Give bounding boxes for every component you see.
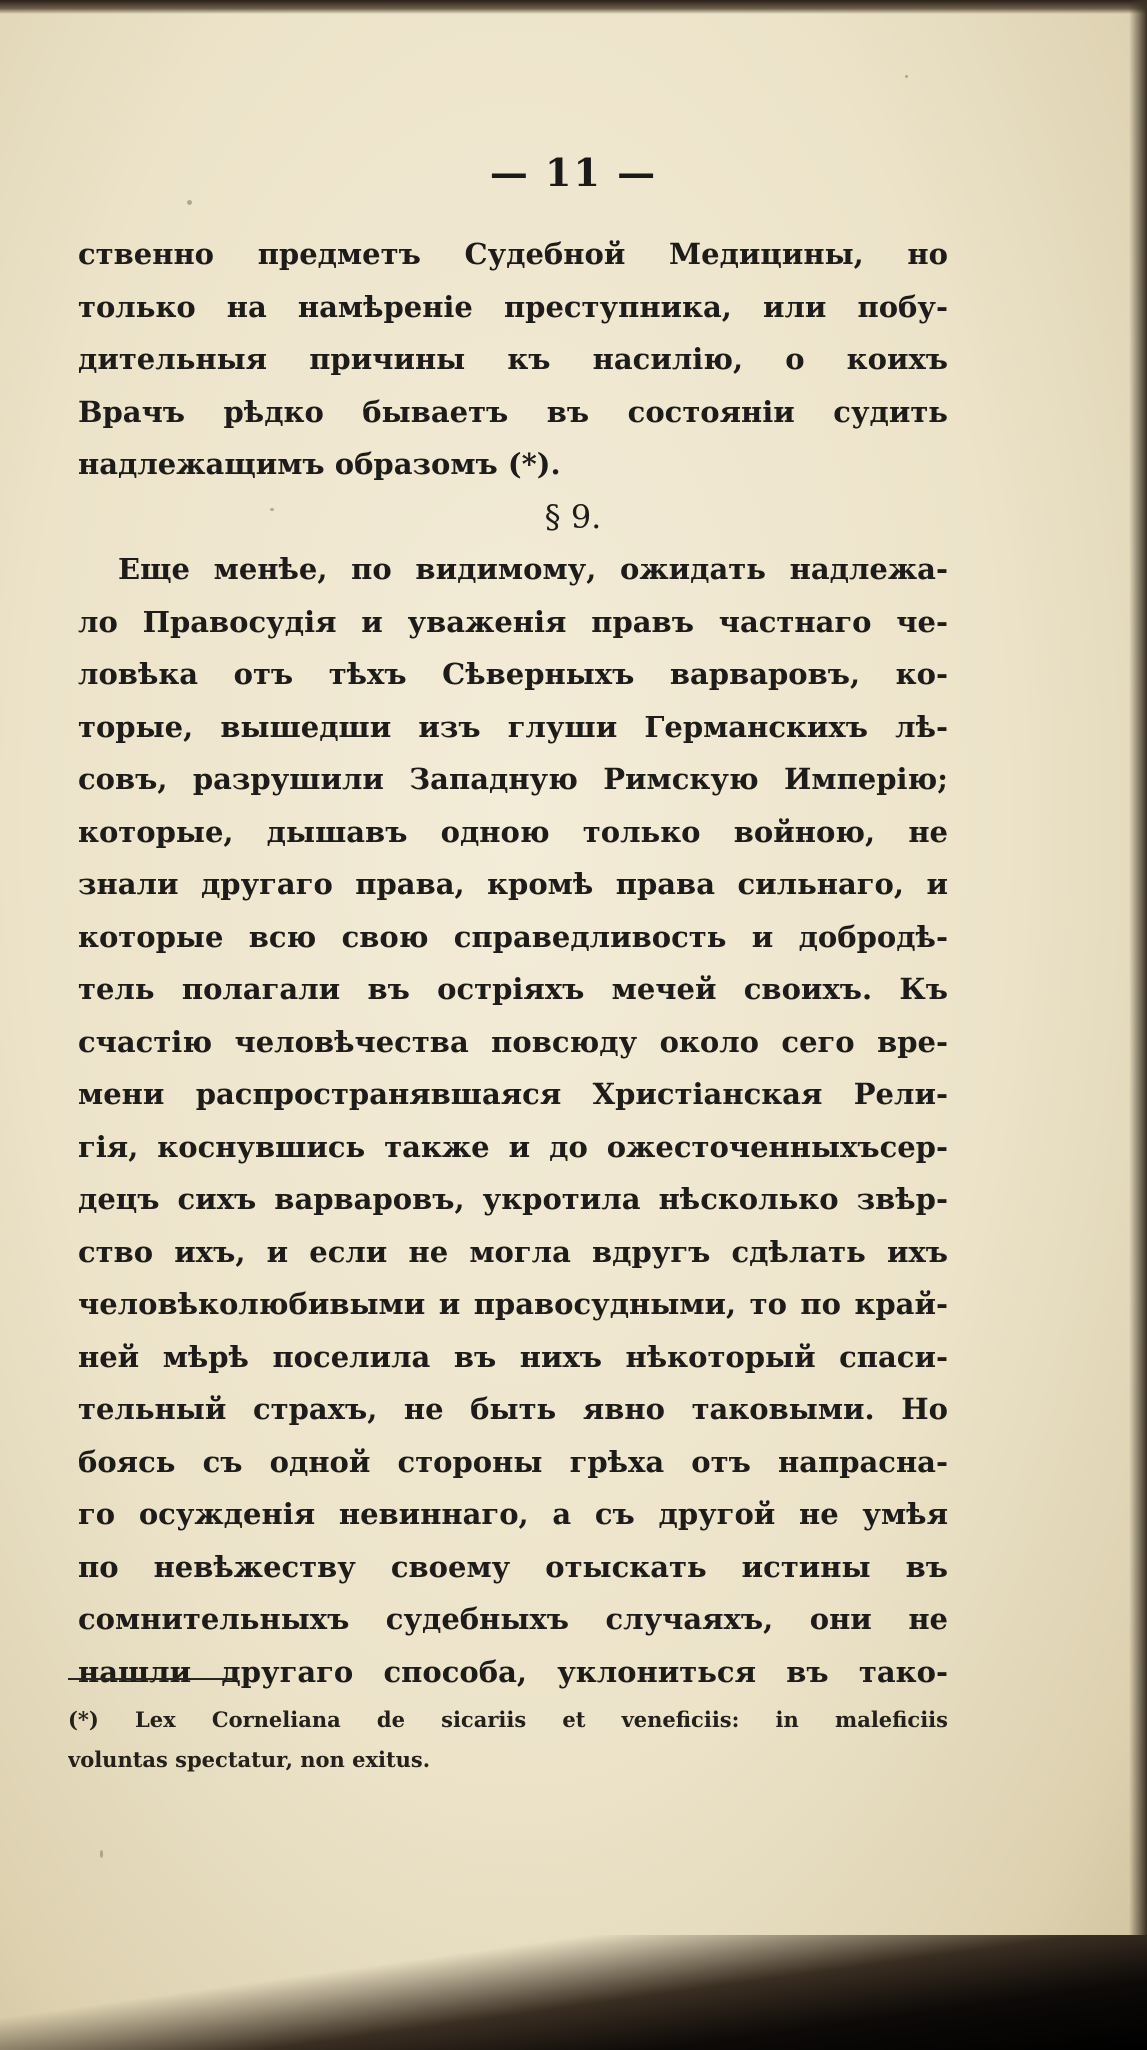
text-line: по невѣжеству своему отыскать истины въ (78, 1549, 948, 1584)
text-line: ственно предметъ Судебной Медицины, но (78, 237, 948, 271)
text-line: дительныя причины къ насилію, о коихъ (78, 342, 948, 376)
page-bottom-shadow (0, 1935, 1147, 2050)
text-line: которые, дышавъ одною только войною, не (78, 814, 948, 849)
text-line: нашли другаго способа, уклониться въ тако- (78, 1654, 948, 1689)
page-right-edge (1129, 0, 1147, 2050)
text-line: надлежащимъ образомъ (*). (78, 447, 561, 481)
text-line: ло Правосудія и уваженія правъ частнаго че- (78, 604, 948, 639)
body-text (78, 228, 948, 1698)
footnote-line: (*) Lex Corneliana de sicariis et veneficiis: in maleficiis (68, 1707, 948, 1732)
paragraph-first-line: Еще менѣе, по видимому, ожидать надлежа- (118, 552, 948, 586)
text-line: боясь съ одной стороны грѣха отъ напрасна- (78, 1444, 948, 1479)
text-line: гія, коснувшись также и до ожесточенныхъсер- (78, 1129, 948, 1164)
text-line: Врачъ рѣдко бываетъ въ состояніи судить (78, 394, 948, 429)
text-line: которые всю свою справедливость и добродѣ- (78, 919, 948, 954)
text-line: сомнительныхъ судебныхъ случаяхъ, они не (78, 1602, 948, 1636)
page-top-edge (0, 0, 1147, 14)
text-line: ство ихъ, и если не могла вдругъ сдѣлать ихъ (78, 1234, 948, 1269)
text-line: только на намѣреніе преступника, или побу- (78, 289, 948, 324)
text-line: децъ сихъ варваровъ, укротила нѣсколько звѣр- (78, 1182, 948, 1216)
footnote-line: voluntas spectatur, non exitus. (68, 1747, 431, 1772)
text-line: знали другаго права, кромѣ права сильнаго, и (78, 867, 948, 901)
text-line: человѣколюбивыми и правосудными, то по край- (78, 1287, 948, 1321)
text-line: совъ, разрушили Западную Римскую Имперію; (78, 762, 948, 796)
footnote (68, 1700, 948, 1780)
section-heading: § 9. (544, 497, 602, 536)
text-line: торые, вышедши изъ глуши Германскихъ лѣ- (78, 709, 948, 744)
footnote-divider (68, 1678, 238, 1680)
text-line: ней мѣрѣ поселила въ нихъ нѣкоторый спаси- (78, 1339, 948, 1374)
text-line: счастію человѣчества повсюду около сего вре- (78, 1024, 948, 1059)
text-line: го осужденія невиннаго, а съ другой не умѣя (78, 1497, 948, 1531)
text-line: мени распространявшаяся Христіанская Рели- (78, 1077, 948, 1111)
text-line: ловѣка отъ тѣхъ Сѣверныхъ варваровъ, ко- (78, 657, 948, 691)
text-line: тельный страхъ, не быть явно таковыми. Но (78, 1392, 948, 1426)
text-line: тель полагали въ остріяхъ мечей своихъ. Къ (78, 972, 948, 1006)
page-number: — 11 — (489, 150, 658, 195)
